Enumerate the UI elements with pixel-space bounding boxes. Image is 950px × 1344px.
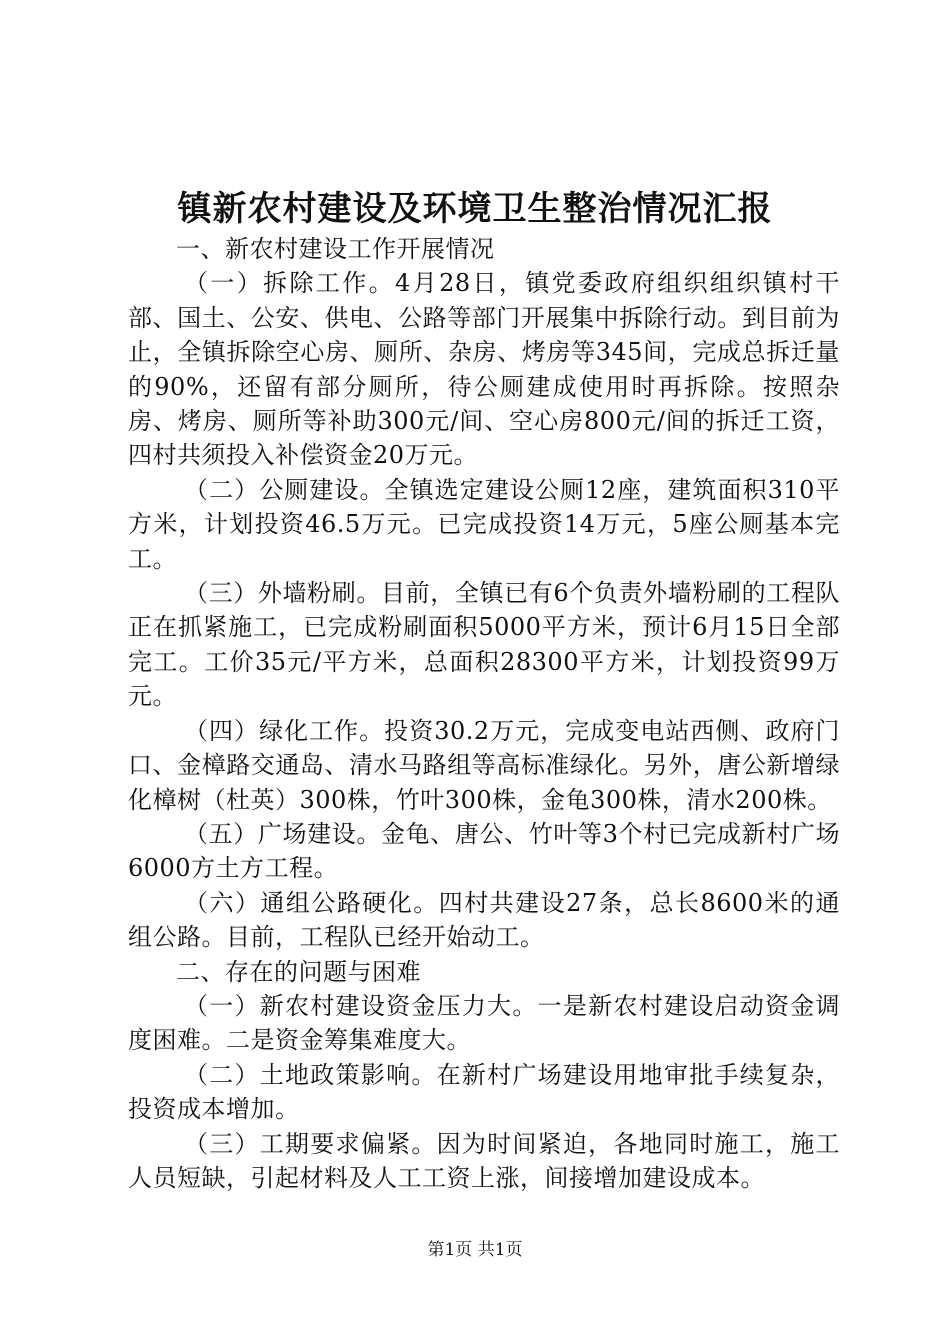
paragraph-funding-pressure: （一）新农村建设资金压力大。一是新农村建设启动资金调度困难。二是资金筹集难度大。 — [128, 991, 840, 1055]
section-heading-1: 一、新农村建设工作开展情况 — [176, 235, 495, 263]
section-heading-2: 二、存在的问题与困难 — [176, 957, 421, 986]
document-title: 镇新农村建设及环境卫生整治情况汇报 — [177, 189, 773, 229]
paragraph-road-hardening: （六）通组公路硬化。四村共建设27条，总长8600米的通组公路。目前，工程队已经开始动工。 — [128, 888, 840, 952]
paragraph-square-construction: （五）广场建设。金龟、唐公、竹叶等3个村已完成新村广场6000方土方工程。 — [128, 819, 840, 883]
document-body — [128, 232, 840, 1195]
paragraph-wall-painting: （三）外墙粉刷。目前，全镇已有6个负责外墙粉刷的工程队正在抓紧施工，已完成粉刷面积5000平方米，预计6月15日全部完工。工价35元/平方米，总面积28300平方米，计划投资99万元。 — [128, 579, 840, 711]
paragraph-greening: （四）绿化工作。投资30.2万元，完成变电站西侧、政府门口、金樟路交通岛、清水马路组等高标准绿化。另外，唐公新增绿化樟树（杜英）300株，竹叶300株，金龟300株，清水200株。 — [128, 716, 840, 814]
paragraph-demolition: （一）拆除工作。4月28日，镇党委政府组织组织镇村干部、国土、公安、供电、公路等部门开展集中拆除行动。到目前为止，全镇拆除空心房、厕所、杂房、烤房等345间，完成总拆迁量的90%，还留有部分厕所，待公厕建成使用时再拆除。按照杂房、烤房、厕所等补助300元/间、空心房800元/间的拆迁工资，四村共须投入补偿资金20万元。 — [128, 269, 840, 470]
page-footer: 第1页 共1页 — [427, 1240, 523, 1260]
paragraph-land-policy: （二）土地政策影响。在新村广场建设用地审批手续复杂，投资成本增加。 — [128, 1060, 840, 1124]
paragraph-schedule-pressure: （三）工期要求偏紧。因为时间紧迫，各地同时施工，施工人员短缺，引起材料及人工工资上涨，间接增加建设成本。 — [128, 1129, 840, 1192]
paragraph-public-toilets: （二）公厕建设。全镇选定建设公厕12座，建筑面积310平方米，计划投资46.5万元。已完成投资14万元，5座公厕基本完工。 — [128, 475, 840, 573]
